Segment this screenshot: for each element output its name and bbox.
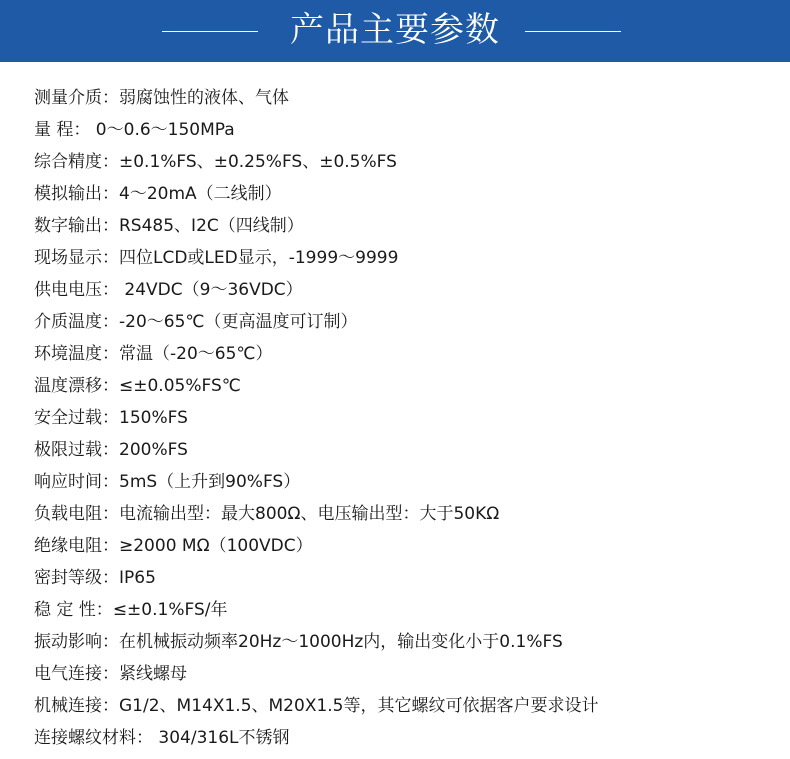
spec-value: IP65 bbox=[119, 568, 156, 588]
spec-value: 5mS（上升到90%FS） bbox=[119, 472, 301, 492]
spec-row bbox=[34, 594, 774, 626]
spec-row bbox=[34, 114, 774, 146]
spec-label: 量 程： bbox=[34, 120, 91, 140]
spec-row bbox=[34, 658, 774, 690]
spec-label: 密封等级： bbox=[34, 568, 119, 588]
spec-value: ≥2000 MΩ（100VDC） bbox=[119, 536, 313, 556]
spec-value: 200%FS bbox=[119, 440, 188, 460]
spec-label: 供电电压： bbox=[34, 280, 119, 300]
page-title: 产品主要参数 bbox=[290, 10, 500, 50]
spec-row bbox=[34, 626, 774, 658]
spec-value: ±0.1%FS、±0.25%FS、±0.5%FS bbox=[119, 152, 397, 172]
spec-row bbox=[34, 146, 774, 178]
spec-row bbox=[34, 690, 774, 722]
spec-label: 温度漂移： bbox=[34, 376, 119, 396]
spec-value: 弱腐蚀性的液体、气体 bbox=[119, 88, 289, 108]
spec-label: 振动影响： bbox=[34, 632, 119, 652]
spec-value: ≤±0.05%FS℃ bbox=[119, 376, 241, 396]
spec-row bbox=[34, 530, 774, 562]
spec-row bbox=[34, 338, 774, 370]
spec-value: 四位LCD或LED显示，-1999～9999 bbox=[119, 248, 399, 268]
spec-value: RS485、I2C（四线制） bbox=[119, 216, 304, 236]
spec-label: 现场显示： bbox=[34, 248, 119, 268]
spec-row bbox=[34, 498, 774, 530]
spec-label: 安全过载： bbox=[34, 408, 119, 428]
spec-value: ≤±0.1%FS/年 bbox=[112, 600, 228, 620]
spec-row bbox=[34, 434, 774, 466]
spec-value: 在机械振动频率20Hz～1000Hz内，输出变化小于0.1%FS bbox=[119, 632, 563, 652]
spec-label: 环境温度： bbox=[34, 344, 119, 364]
title-rule-right bbox=[525, 31, 621, 32]
spec-value: 4～20mA（二线制） bbox=[119, 184, 282, 204]
spec-value: 0～0.6～150MPa bbox=[90, 120, 235, 140]
spec-row bbox=[34, 82, 774, 114]
spec-label: 负载电阻： bbox=[34, 504, 119, 524]
header-banner bbox=[0, 0, 790, 62]
spec-value: 24VDC（9～36VDC） bbox=[119, 280, 303, 300]
spec-row bbox=[34, 178, 774, 210]
spec-row bbox=[34, 242, 774, 274]
spec-label: 极限过载： bbox=[34, 440, 119, 460]
spec-value: 紧线螺母 bbox=[119, 664, 187, 684]
spec-value: 150%FS bbox=[119, 408, 188, 428]
spec-label: 模拟输出： bbox=[34, 184, 119, 204]
spec-row bbox=[34, 722, 774, 754]
spec-value: 电流输出型：最大800Ω、电压输出型：大于50KΩ bbox=[119, 504, 500, 524]
spec-row bbox=[34, 562, 774, 594]
spec-row bbox=[34, 210, 774, 242]
spec-row bbox=[34, 274, 774, 306]
spec-label: 测量介质： bbox=[34, 88, 119, 108]
spec-row bbox=[34, 306, 774, 338]
spec-row bbox=[34, 466, 774, 498]
spec-value: 常温（-20～65℃） bbox=[119, 344, 273, 364]
spec-label: 综合精度： bbox=[34, 152, 119, 172]
spec-label: 介质温度： bbox=[34, 312, 119, 332]
spec-value: 304/316L不锈钢 bbox=[153, 728, 290, 748]
spec-label: 机械连接： bbox=[34, 696, 119, 716]
spec-label: 电气连接： bbox=[34, 664, 119, 684]
spec-list bbox=[34, 82, 774, 754]
spec-value: G1/2、M14X1.5、M20X1.5等，其它螺纹可依据客户要求设计 bbox=[119, 696, 599, 716]
spec-label: 绝缘电阻： bbox=[34, 536, 119, 556]
spec-label: 连接螺纹材料： bbox=[34, 728, 153, 748]
spec-value: -20～65℃（更高温度可订制） bbox=[119, 312, 358, 332]
spec-row bbox=[34, 370, 774, 402]
spec-label: 响应时间： bbox=[34, 472, 119, 492]
spec-row bbox=[34, 402, 774, 434]
spec-label: 数字输出： bbox=[34, 216, 119, 236]
spec-label: 稳 定 性： bbox=[34, 600, 113, 620]
